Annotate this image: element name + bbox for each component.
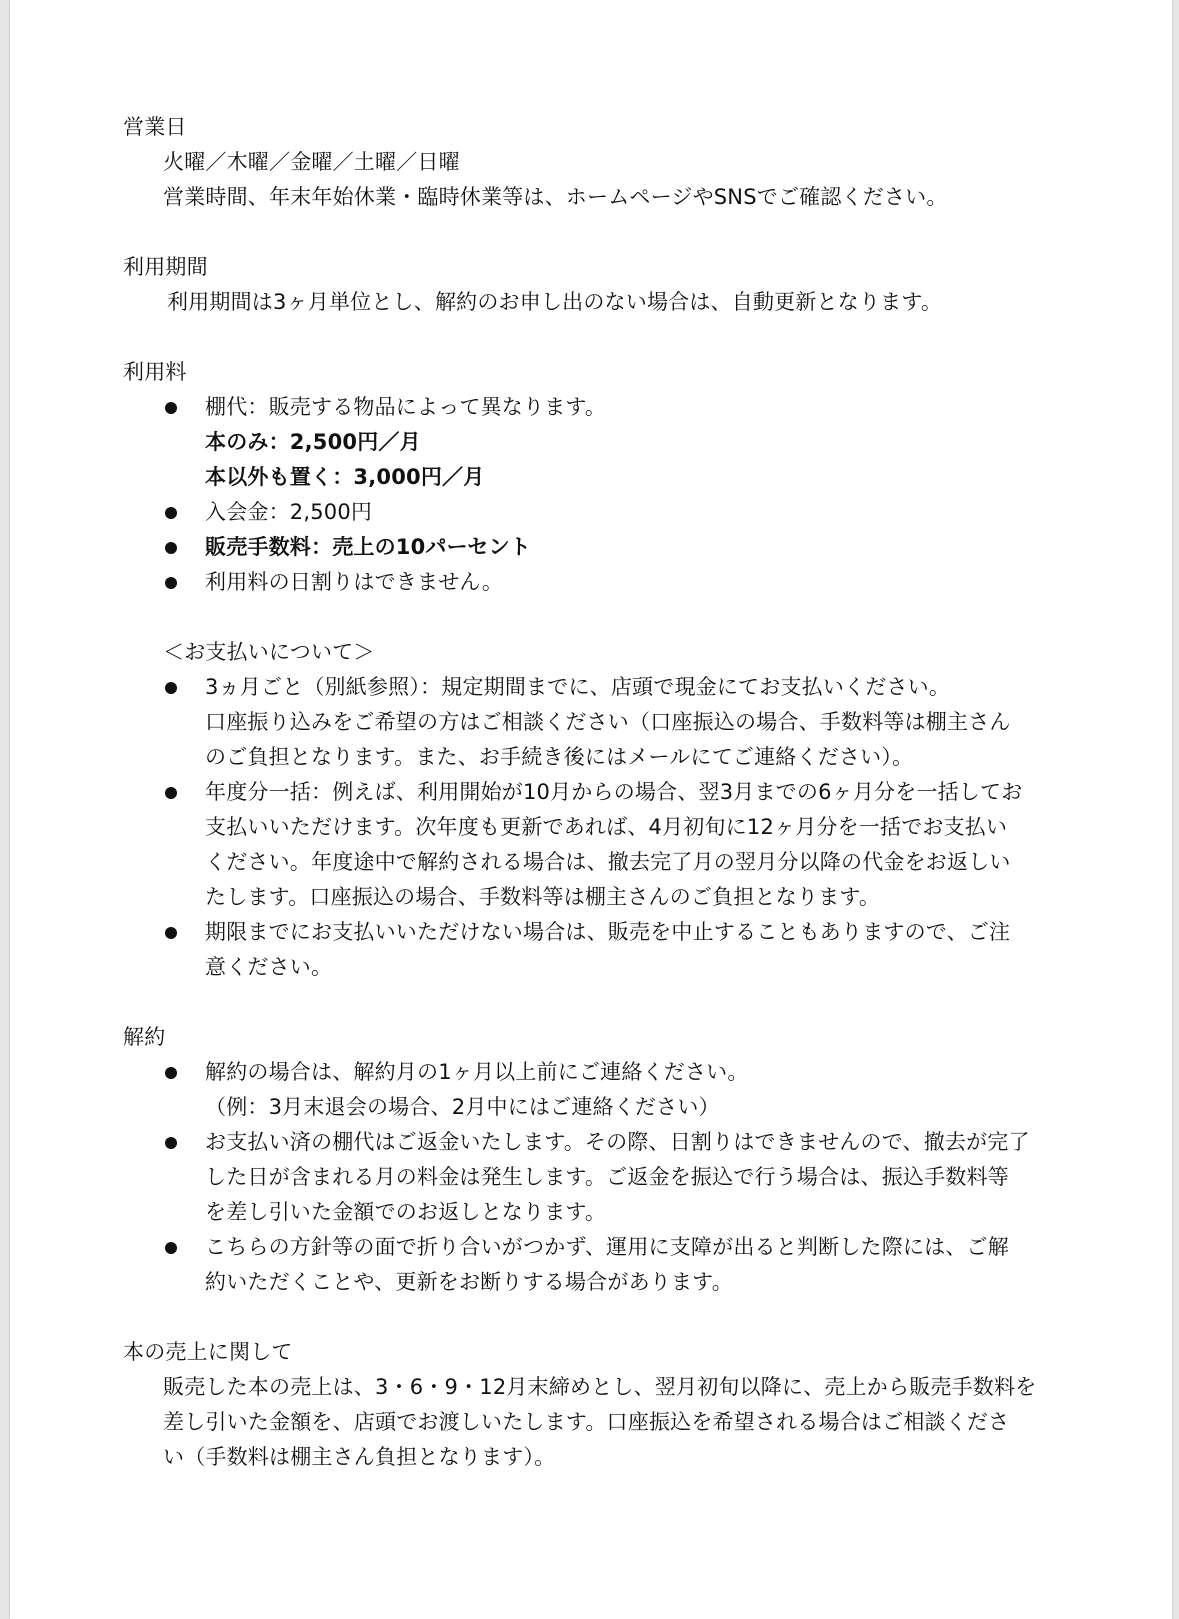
section-business-days bbox=[123, 110, 1083, 215]
document-body bbox=[123, 110, 1083, 1510]
business-days-list: 火曜／木曜／金曜／土曜／日曜 bbox=[163, 150, 460, 174]
payment-heading: ＜お支払いについて＞ bbox=[163, 640, 375, 664]
fees-list bbox=[123, 390, 1083, 600]
cancellation-line: お支払い済の棚代はご返金いたします。その際、日割りはできませんので、撤去が完了 bbox=[205, 1130, 1030, 1154]
payment-line: ください。年度途中で解約される場合は、撤去完了月の翌月分以降の代金をお返しい bbox=[205, 850, 1011, 874]
payment-line: 3ヵ月ごと（別紙参照）：規定期間までに、店頭で現金にてお支払いください。 bbox=[205, 675, 951, 699]
bullet-icon bbox=[165, 507, 177, 519]
list-item bbox=[123, 775, 1083, 915]
list-item bbox=[123, 1230, 1083, 1300]
cancellation-line: を差し引いた金額でのお返しとなります。 bbox=[205, 1200, 607, 1224]
section-cancellation bbox=[123, 1020, 1083, 1300]
cancellation-line: した日が含まれる月の料金は発生します。ご返金を振込で行う場合は、振込手数料等 bbox=[205, 1165, 1009, 1189]
list-item bbox=[123, 915, 1083, 985]
list-item bbox=[123, 670, 1083, 775]
bullet-icon bbox=[165, 1242, 177, 1254]
section-period bbox=[123, 250, 1083, 320]
shelf-fee-text: 棚代：販売する物品によって異なります。 bbox=[205, 395, 607, 419]
bullet-icon bbox=[165, 1137, 177, 1149]
payment-line: 口座振り込みをご希望の方はご相談ください（口座振込の場合、手数料等は棚主さん bbox=[205, 710, 1011, 734]
payment-line: 意ください。 bbox=[205, 955, 333, 979]
no-prorate-text: 利用料の日割りはできません。 bbox=[205, 570, 504, 594]
business-hours-note: 営業時間、年末年始休業・臨時休業等は、ホームページやSNSでご確認ください。 bbox=[163, 185, 948, 209]
section-heading: 営業日 bbox=[123, 115, 187, 139]
section-heading: 解約 bbox=[123, 1025, 166, 1049]
book-sales-line: 差し引いた金額を、店頭でお渡しいたします。口座振込を希望される場合はご相談くださ bbox=[163, 1410, 1010, 1434]
payment-line: たします。口座振込の場合、手数料等は棚主さんのご負担となります。 bbox=[205, 885, 881, 909]
shelf-fee-other: 本以外も置く：3,000円／月 bbox=[205, 465, 485, 489]
period-text: 利用期間は3ヶ月単位とし、解約のお申し出のない場合は、自動更新となります。 bbox=[167, 290, 943, 314]
list-item bbox=[123, 495, 1083, 530]
cancellation-line: （例：3月末退会の場合、2月中にはご連絡ください） bbox=[205, 1095, 720, 1119]
section-book-sales bbox=[123, 1335, 1083, 1475]
entry-fee-text: 入会金：2,500円 bbox=[205, 500, 373, 524]
list-item bbox=[123, 390, 1083, 495]
section-heading: 利用期間 bbox=[123, 255, 208, 279]
cancellation-line: 約いただくことや、更新をお断りする場合があります。 bbox=[205, 1270, 733, 1294]
cancellation-list bbox=[123, 1055, 1083, 1300]
book-sales-line: い（手数料は棚主さん負担となります）。 bbox=[163, 1445, 556, 1469]
book-sales-line: 販売した本の売上は、3・6・9・12月末締めとし、翌月初旬以降に、売上から販売手数料を bbox=[163, 1375, 1037, 1399]
cancellation-line: こちらの方針等の面で折り合いがつかず、運用に支障が出ると判断した際には、ご解 bbox=[205, 1235, 1009, 1259]
payment-list bbox=[123, 670, 1083, 985]
list-item bbox=[123, 530, 1083, 565]
bullet-icon bbox=[165, 682, 177, 694]
bullet-icon bbox=[165, 787, 177, 799]
payment-line: 期限までにお支払いいただけない場合は、販売を中止することもありますので、ご注 bbox=[205, 920, 1011, 944]
shelf-fee-books-only: 本のみ：2,500円／月 bbox=[205, 430, 421, 454]
bullet-icon bbox=[165, 1067, 177, 1079]
section-heading: 利用料 bbox=[123, 360, 187, 384]
section-heading: 本の売上に関して bbox=[123, 1340, 293, 1364]
list-item bbox=[123, 1055, 1083, 1125]
bullet-icon bbox=[165, 927, 177, 939]
payment-line: 支払いいただけます。次年度も更新であれば、4月初旬に12ヶ月分を一括でお支払い bbox=[205, 815, 1008, 839]
bullet-icon bbox=[165, 402, 177, 414]
document-page bbox=[10, 0, 1172, 1619]
payment-line: 年度分一括：例えば、利用開始が10月からの場合、翌3月までの6ヶ月分を一括してお bbox=[205, 780, 1023, 804]
payment-line: のご負担となります。また、お手続き後にはメールにてご連絡ください）。 bbox=[205, 745, 914, 769]
cancellation-line: 解約の場合は、解約月の1ヶ月以上前にご連絡ください。 bbox=[205, 1060, 749, 1084]
section-fees bbox=[123, 355, 1083, 985]
bullet-icon bbox=[165, 542, 177, 554]
list-item bbox=[123, 1125, 1083, 1230]
commission-text: 販売手数料：売上の10パーセント bbox=[205, 535, 532, 559]
list-item bbox=[123, 565, 1083, 600]
bullet-icon bbox=[165, 577, 177, 589]
